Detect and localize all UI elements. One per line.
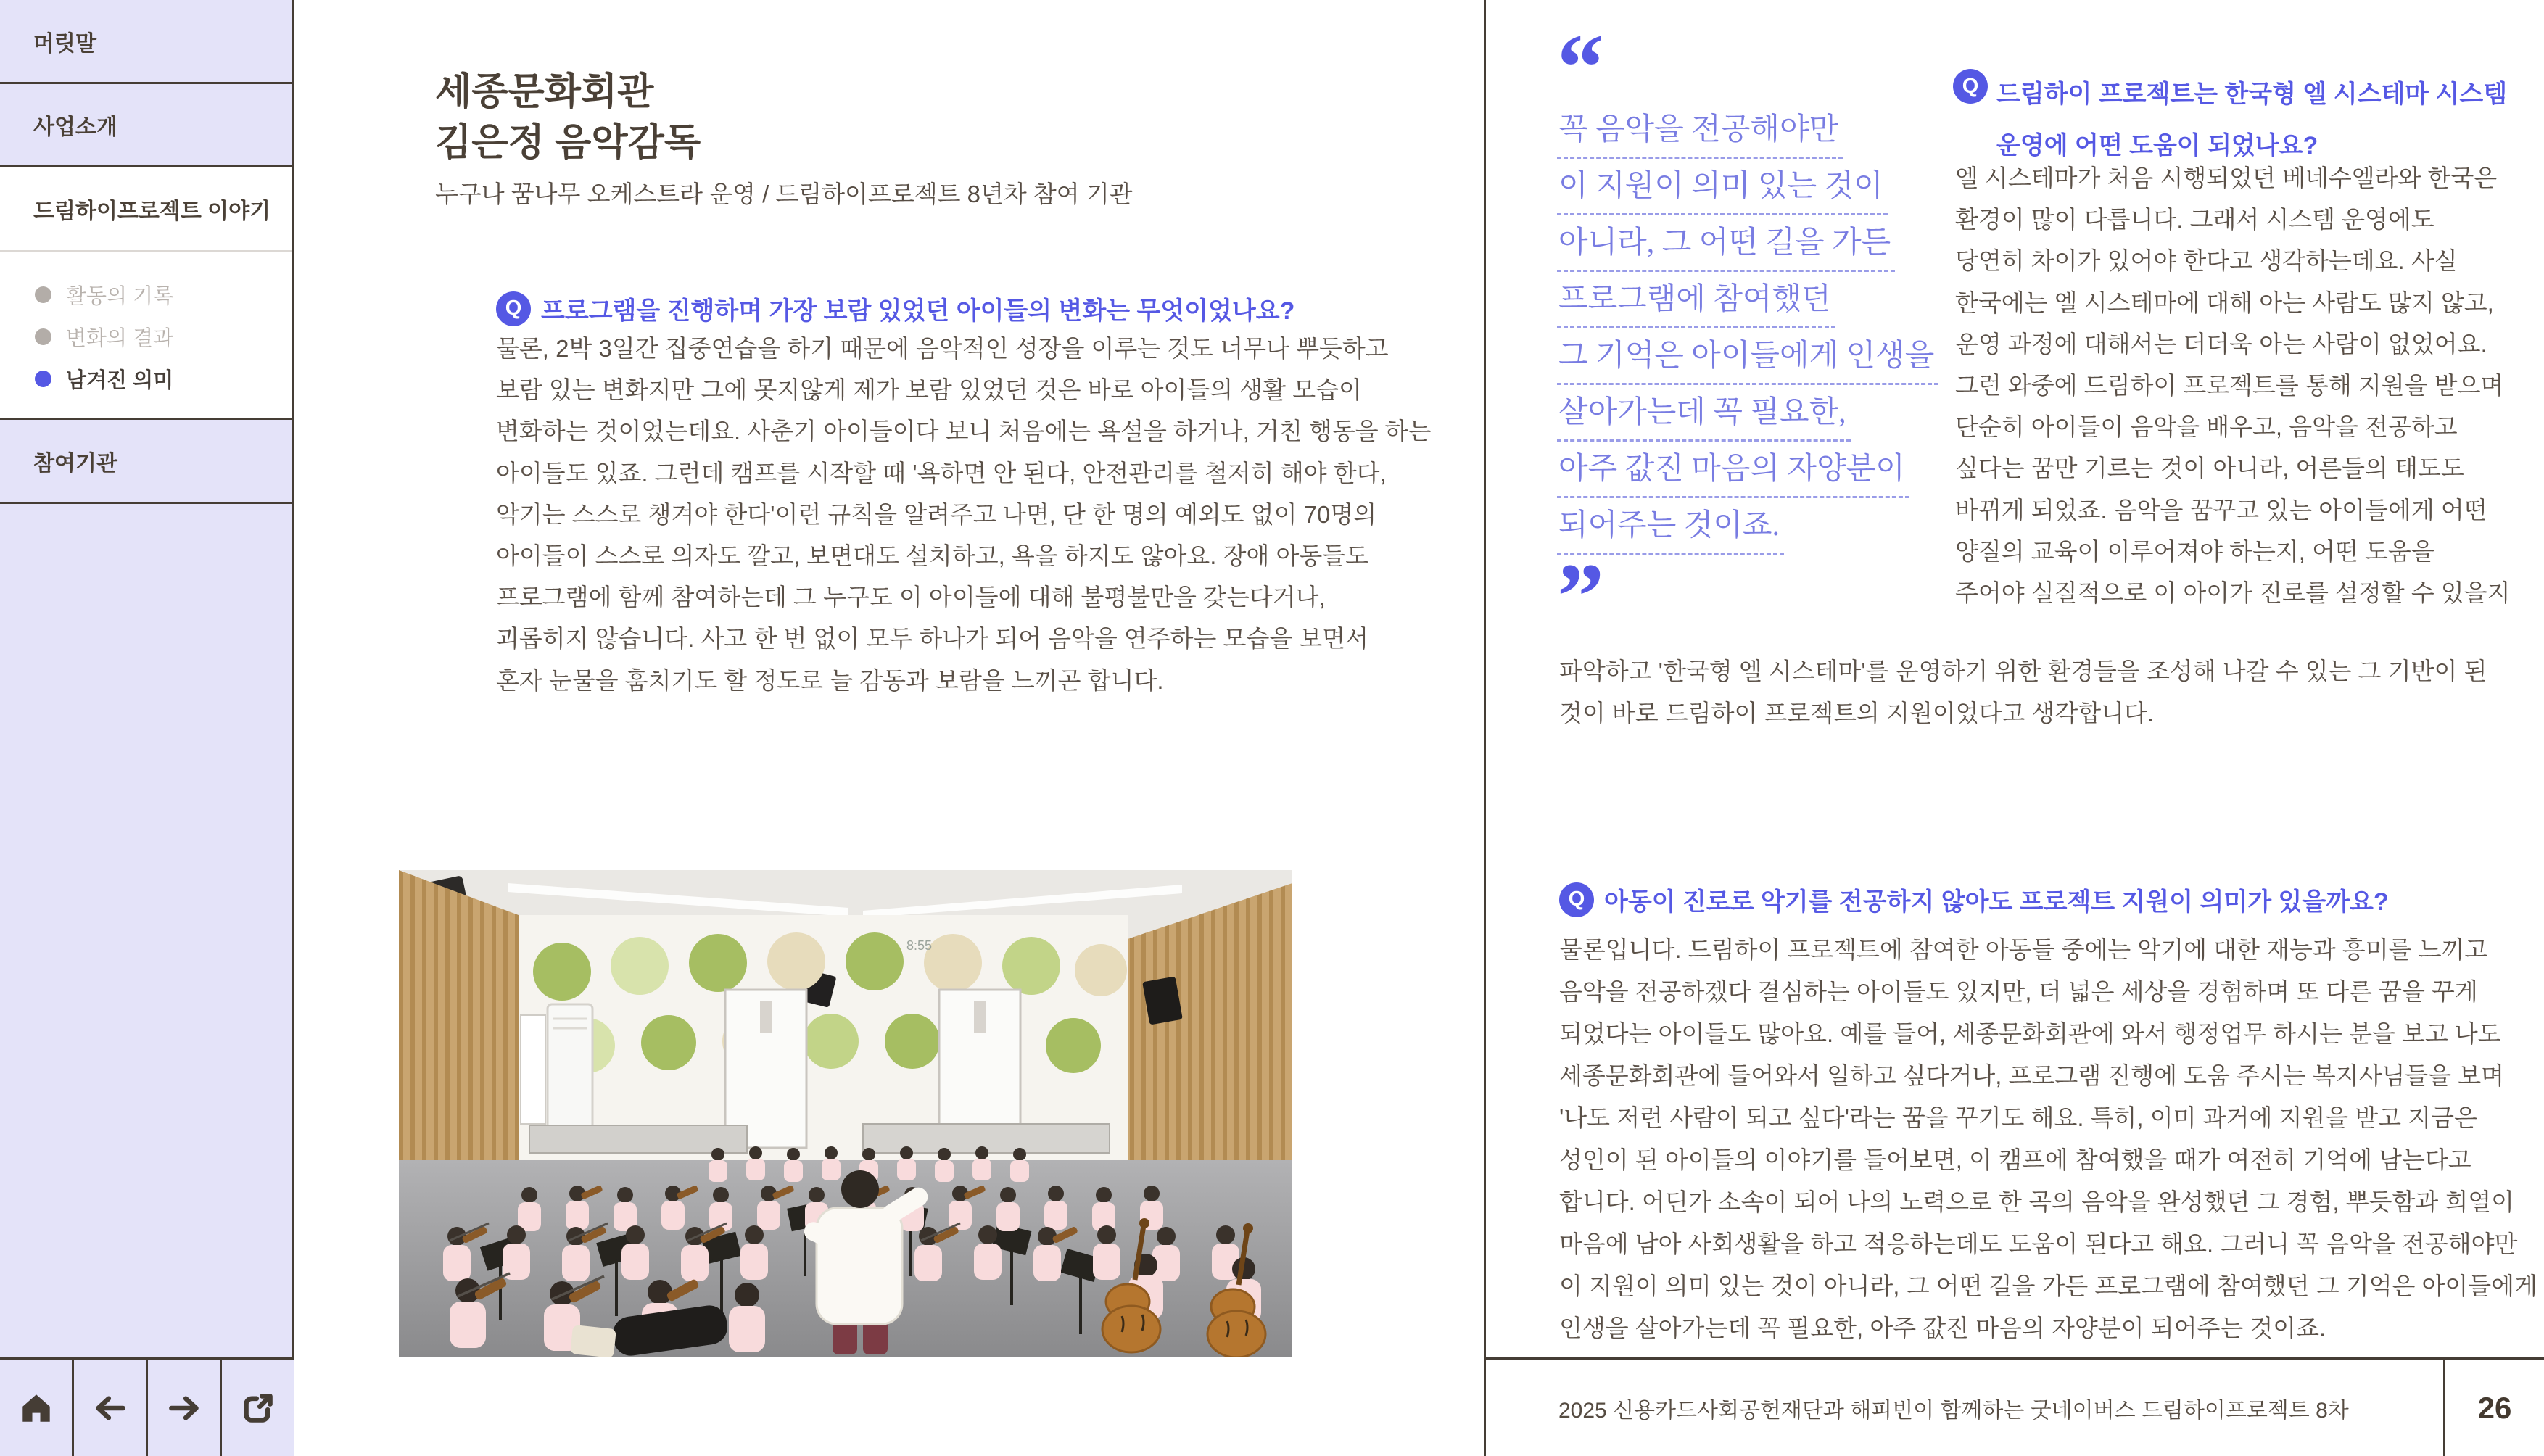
orchestra-photo-illustration — [399, 870, 1292, 1357]
answer-line: 세종문화회관에 들어와서 일하고 싶다거나, 프로그램 진행에 도움 주시는 복지사님들을 보며 — [1559, 1062, 2505, 1089]
answer-line: 마음에 남아 사회생활을 하고 적응하는데도 도움이 된다고 해요. 그러니 꼭 음악을 전공해야만 — [1559, 1230, 2518, 1257]
share-button[interactable] — [222, 1360, 294, 1456]
answer-line: 단순히 아이들이 음악을 배우고, 음악을 전공하고 — [1955, 413, 2458, 441]
footer-title: 2025 신용카드사회공헌재단과 해피빈이 함께하는 굿네이버스 드림하이프로젝트 8차 — [1558, 1398, 2349, 1423]
answer-line: 프로그램에 함께 참여하는데 그 누구도 이 아이들에 대해 불평불만을 갖는다거나, — [496, 584, 1326, 611]
quote-line: 그 기억은 아이들에게 인생을 — [1557, 338, 1938, 385]
question-3 — [1559, 882, 2389, 917]
answer-line: 보람 있는 변화지만 그에 못지않게 제가 보람 있었던 것은 바로 아이들의 생활 모습이 — [496, 376, 1362, 404]
answer-line: 그런 와중에 드림하이 프로젝트를 통해 지원을 받으며 — [1955, 372, 2504, 400]
sidebar-subitem-label: 변화의 결과 — [66, 326, 174, 350]
answer-line: '나도 저런 사람이 되고 싶다'라는 꿈을 꾸기도 해요. 특히, 이미 과거에 지원을 받고 지금은 — [1559, 1104, 2477, 1131]
sidebar-subitem-change-result[interactable] — [0, 315, 292, 357]
bullet-dot-icon — [35, 328, 51, 345]
sidebar-item-participants[interactable] — [0, 420, 292, 504]
page-title-line1: 세종문화회관 — [435, 71, 654, 113]
question-line: 드림하이 프로젝트는 한국형 엘 시스테마 시스템 — [1996, 80, 2508, 108]
answer-line: 것이 바로 드림하이 프로젝트의 지원이었다고 생각합니다. — [1559, 700, 2155, 727]
question-1 — [496, 291, 1294, 326]
page-divider — [1484, 0, 1486, 1456]
sidebar-subitem-label: 활동의 기록 — [66, 284, 174, 308]
external-link-icon — [242, 1392, 274, 1424]
quote-line: 꼭 음악을 전공해야만 — [1557, 112, 1843, 159]
sidebar-section-dreamhigh-story — [0, 167, 292, 420]
sidebar-item-intro[interactable] — [0, 84, 292, 167]
quote-line: 프로그램에 참여했던 — [1557, 281, 1835, 328]
quote-line: 아주 값진 마음의 자양분이 — [1557, 451, 1909, 498]
arrow-right-icon — [168, 1392, 200, 1424]
question-2 — [1953, 69, 2507, 172]
pull-quote — [1557, 15, 1949, 649]
sidebar-subitem-label: 남겨진 의미 — [66, 368, 174, 392]
answer-line: 음악을 전공하겠다 결심하는 아이들도 있지만, 더 넓은 세상을 경험하며 또 다른 꿈을 꾸게 — [1559, 978, 2478, 1005]
question-2-text — [1996, 69, 2507, 172]
answer-line: 한국에는 엘 시스테마에 대해 아는 사람도 많지 않고, — [1955, 289, 2494, 316]
back-button[interactable] — [74, 1360, 148, 1456]
answer-1-paragraph — [496, 328, 1432, 701]
sidebar-item-label: 사업소개 — [33, 115, 117, 139]
sidebar-item-label: 참여기관 — [33, 451, 117, 476]
answer-line: 악기는 스스로 챙겨야 한다'이런 규칙을 알려주고 나면, 단 한 명의 예외도 없이 70명의 — [496, 500, 1377, 528]
home-icon — [20, 1392, 52, 1424]
footer — [1486, 1357, 2544, 1456]
answer-line: 운영 과정에 대해서는 더더욱 아는 사람이 없었어요. — [1955, 330, 2487, 357]
answer-2-wide-paragraph — [1559, 650, 2487, 735]
question-line: 운영에 어떤 도움이 되었나요? — [1996, 132, 2318, 160]
forward-button[interactable] — [148, 1360, 222, 1456]
page-subtitle: 누구나 꿈나무 오케스트라 운영 / 드림하이프로젝트 8년차 참여 기관 — [435, 181, 1133, 207]
page-title-line2: 김은정 음악감독 — [435, 122, 701, 164]
answer-line: 바뀌게 되었죠. 음악을 꿈꾸고 있는 아이들에게 어떤 — [1955, 496, 2487, 524]
answer-line: 합니다. 어딘가 소속이 되어 나의 노력으로 한 곡의 음악을 완성했던 그 경험, 뿌듯함과 희열이 — [1559, 1188, 2515, 1215]
answer-line: 성인이 된 아이들의 이야기를 들어보면, 이 캠프에 참여했을 때가 여전히 기억에 남는다고 — [1559, 1146, 2471, 1173]
page-number: 26 — [2477, 1390, 2512, 1425]
orchestra-photo — [399, 870, 1292, 1357]
bullet-dot-icon — [35, 286, 51, 303]
question-1-text: 프로그램을 진행하며 가장 보람 있었던 아이들의 변화는 무엇이었나요? — [541, 297, 1295, 325]
answer-line: 싶다는 꿈만 기르는 것이 아니라, 어른들의 태도도 — [1955, 455, 2464, 482]
sidebar-sub-list — [0, 252, 292, 400]
question-badge-icon: Q — [1953, 69, 1988, 104]
answer-line: 아이들이 스스로 의자도 깔고, 보면대도 설치하고, 욕을 하지도 않아요. 장애 아동들도 — [496, 542, 1369, 570]
bullet-dot-icon-active — [35, 371, 51, 387]
answer-line: 인생을 살아가는데 꼭 필요한, 아주 값진 마음의 자양분이 되어주는 것이죠. — [1559, 1315, 2326, 1341]
bottom-navigation — [0, 1357, 294, 1456]
page-title — [435, 67, 701, 168]
sidebar-item-label: 머릿말 — [33, 31, 96, 56]
quote-line: 되어주는 것이죠. — [1557, 508, 1784, 555]
answer-line: 물론, 2박 3일간 집중연습을 하기 때문에 음악적인 성장을 이루는 것도 너무나 뿌듯하고 — [496, 335, 1389, 362]
answer-line: 변화하는 것이었는데요. 사춘기 아이들이다 보니 처음에는 욕설을 하거나, 거친 행동을 하는 — [496, 418, 1432, 445]
answer-line: 혼자 눈물을 훔치기도 할 정도로 늘 감동과 보람을 느끼곤 합니다. — [496, 666, 1164, 694]
answer-line: 주어야 실질적으로 이 아이가 진로를 설정할 수 있을지 — [1955, 579, 2511, 607]
sidebar-subitem-remaining-meaning[interactable] — [0, 357, 292, 400]
quote-line: 아니라, 그 어떤 길을 가든 — [1557, 225, 1895, 272]
wall-clock-text: 8:55 — [906, 938, 933, 953]
question-badge-icon: Q — [1559, 882, 1594, 917]
sidebar — [0, 0, 294, 1456]
sidebar-item-label: 드림하이프로젝트 이야기 — [33, 199, 271, 223]
sidebar-subitem-activity-record[interactable] — [0, 273, 292, 315]
answer-line: 물론입니다. 드림하이 프로젝트에 참여한 아동들 중에는 악기에 대한 재능과 흥미를 느끼고 — [1559, 936, 2488, 963]
answer-line: 엘 시스테마가 처음 시행되었던 베네수엘라와 한국은 — [1955, 165, 2498, 191]
answer-line: 이 지원이 의미 있는 것이 아니라, 그 어떤 길을 가든 프로그램에 참여했던 그 기억은 아이들에게 — [1559, 1273, 2537, 1299]
close-quote-icon: ” — [1557, 545, 1600, 649]
sidebar-item-dreamhigh-story[interactable] — [0, 167, 292, 252]
answer-2-narrow-paragraph — [1955, 157, 2511, 613]
question-badge-icon: Q — [496, 291, 531, 326]
answer-line: 당연히 차이가 있어야 한다고 생각하는데요. 사실 — [1955, 247, 2458, 275]
question-3-text: 아동이 진로로 악기를 전공하지 않아도 프로젝트 지원이 의미가 있을까요? — [1604, 888, 2389, 916]
answer-line: 환경이 많이 다릅니다. 그래서 시스템 운영에도 — [1955, 206, 2434, 233]
answer-line: 아이들도 있죠. 그런데 캠프를 시작할 때 '욕하면 안 된다, 안전관리를 철저히 해야 한다, — [496, 459, 1387, 487]
quote-line: 이 지원이 의미 있는 것이 — [1557, 168, 1888, 215]
pull-quote-lines — [1557, 112, 1949, 555]
arrow-left-icon — [94, 1392, 126, 1424]
answer-line: 파악하고 '한국형 엘 시스테마'를 운영하기 위한 환경들을 조성해 나갈 수 있는 그 기반이 된 — [1559, 658, 2487, 684]
answer-line: 되었다는 아이들도 많아요. 예를 들어, 세종문화회관에 와서 행정업무 하시는 분을 보고 나도 — [1559, 1020, 2501, 1047]
answer-3-paragraph — [1559, 929, 2537, 1349]
quote-line: 살아가는데 꼭 필요한, — [1557, 394, 1851, 442]
answer-line: 괴롭히지 않습니다. 사고 한 번 없이 모두 하나가 되어 음악을 연주하는 모습을 보면서 — [496, 625, 1369, 653]
home-button[interactable] — [0, 1360, 74, 1456]
open-quote-icon: “ — [1557, 15, 1600, 120]
answer-line: 양질의 교육이 이루어져야 하는지, 어떤 도움을 — [1955, 537, 2434, 565]
sidebar-item-preface[interactable] — [0, 0, 292, 84]
